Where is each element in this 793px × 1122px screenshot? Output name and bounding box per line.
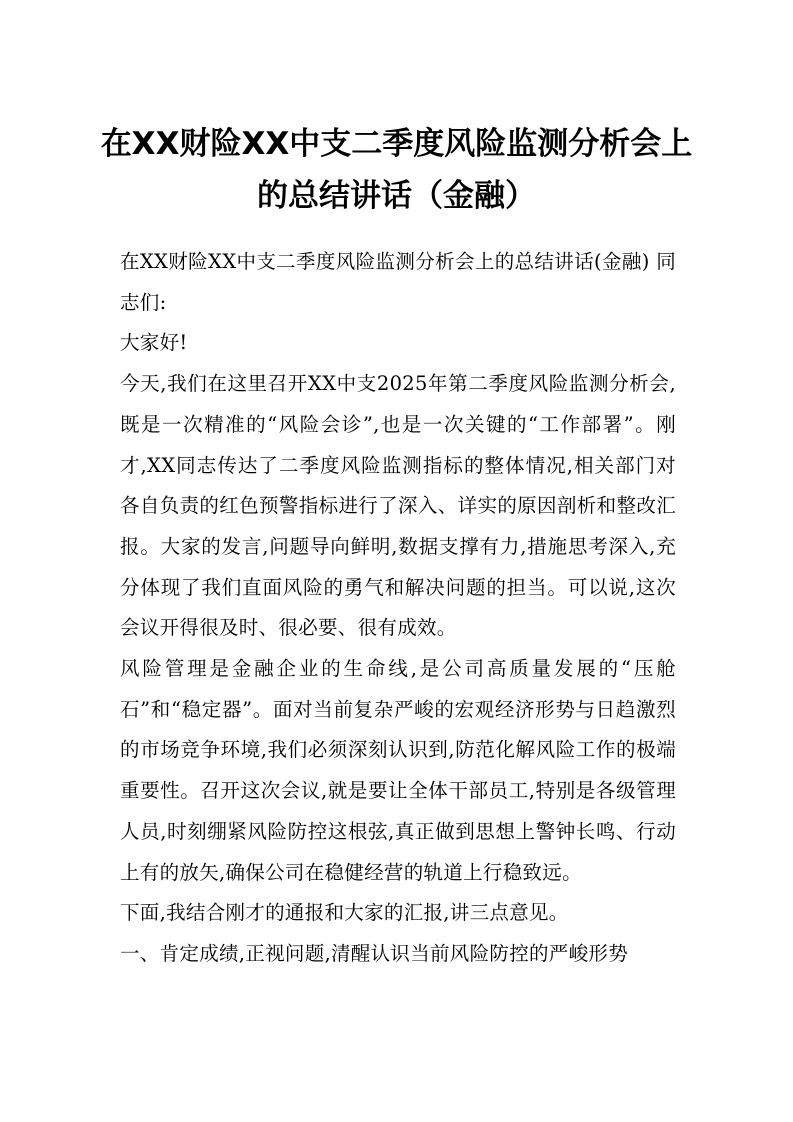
paragraph-heading-line: 在XX财险XX中支二季度风险监测分析会上的总结讲话(金融) 同志们: — [120, 250, 676, 314]
paragraph-greeting: 大家好! — [120, 331, 188, 355]
paragraph-opening: 今天,我们在这里召开XX中支2025年第二季度风险监测分析会,既是一次精准的“风险会诊”,也是一次关键的“工作部署”。刚才,XX同志传达了二季度风险监测指标的整体情况,相关部门对各自负责的红色预警指标进行了深入、详实的原因剖析和整改汇报。大家的发言,问题导向鲜明,数据支撑有力,措施思考深入,充分体现了我们直面风险的勇气和解决问题的担当。可以说,这次会议开得很及时、很必要、很有成效。 — [120, 372, 676, 640]
paragraph-risk-management: 风险管理是金融企业的生命线,是公司高质量发展的“压舱石”和“稳定器”。面对当前复杂严峻的宏观经济形势与日趋激烈的市场竞争环境,我们必须深刻认识到,防范化解风险工作的极端重要性。召开这次会议,就是要让全体干部员工,特别是各级管理人员,时刻绷紧风险防控这根弦,真正做到思想上警钟长鸣、行动上有的放矢,确保公司在稳健经营的轨道上行稳致远。 — [120, 657, 676, 884]
section-heading-one: 一、肯定成绩,正视问题,清醒认识当前风险防控的严峻形势 — [120, 941, 628, 965]
paragraph-transition: 下面,我结合刚才的通报和大家的汇报,讲三点意见。 — [120, 901, 569, 925]
document-body — [120, 242, 676, 975]
document-title: 在XX财险XX中支二季度风险监测分析会上的总结讲话（金融） — [100, 126, 693, 214]
